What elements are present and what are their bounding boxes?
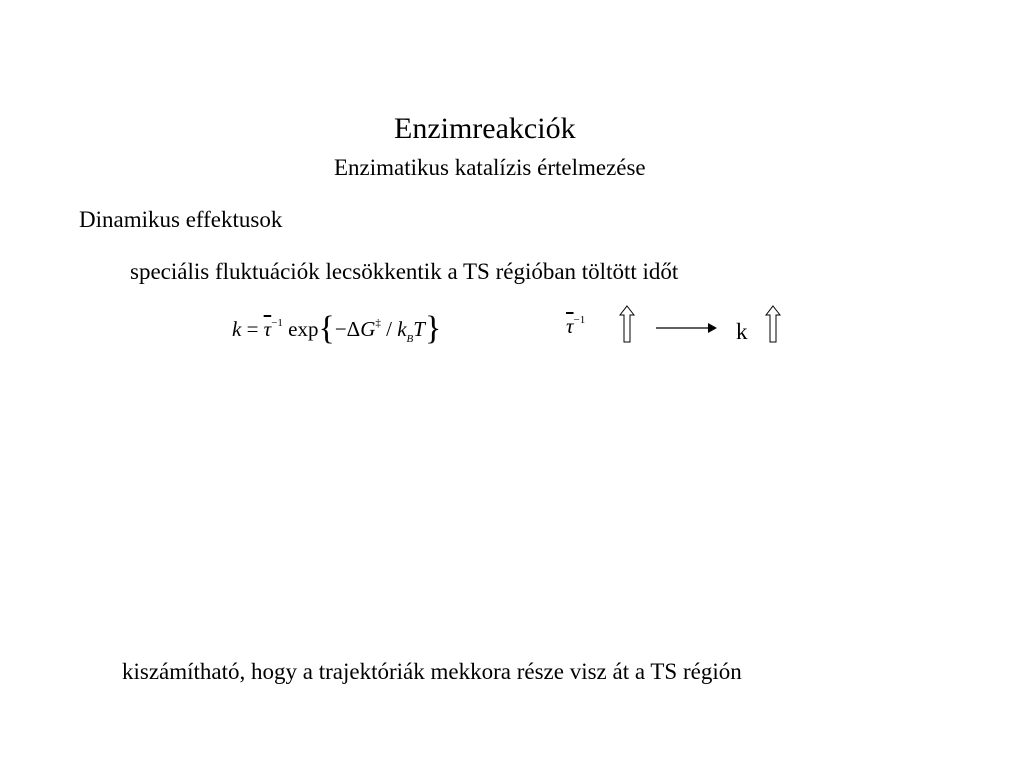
formula-T: T (413, 317, 425, 341)
footer-text: kiszámítható, hogy a trajektóriák mekkora része visz át a TS régión (122, 659, 742, 684)
up-arrow-outline-icon (619, 305, 635, 343)
rate-formula (232, 306, 441, 346)
formula-equals: = (246, 317, 259, 341)
formula-tau-exponent: −1 (271, 317, 283, 329)
bullet-text: speciális fluktuációk lecsökkentik a TS régióban töltött időt (130, 259, 679, 284)
tau-exponent: −1 (573, 314, 586, 326)
slide-subtitle: Enzimatikus katalízis értelmezése (334, 155, 646, 180)
formula-minus: − (334, 317, 347, 341)
formula-delta: Δ (346, 317, 361, 341)
tau-symbol: $\overline{\tau}$ (566, 314, 574, 338)
formula-tau: $\overline{\tau}$ (263, 317, 272, 341)
formula-kB: k (397, 317, 407, 341)
formula-k: k (232, 317, 242, 341)
tau-inverse (566, 306, 585, 350)
formula-exp: exp (288, 317, 319, 341)
rate-constant-label: k (736, 319, 748, 344)
formula-left-brace: { (318, 310, 335, 347)
right-arrow-icon (656, 322, 718, 334)
formula-right-brace: } (424, 310, 442, 347)
formula-G: G (360, 317, 376, 341)
section-heading: Dinamikus effektusok (79, 207, 283, 232)
formula-double-dagger: ‡ (375, 317, 381, 329)
formula-slash: / (386, 317, 392, 341)
formula-kB-subscript: B (406, 333, 414, 345)
up-arrow-outline-icon (765, 305, 781, 343)
slide-title: Enzimreakciók (394, 112, 576, 145)
